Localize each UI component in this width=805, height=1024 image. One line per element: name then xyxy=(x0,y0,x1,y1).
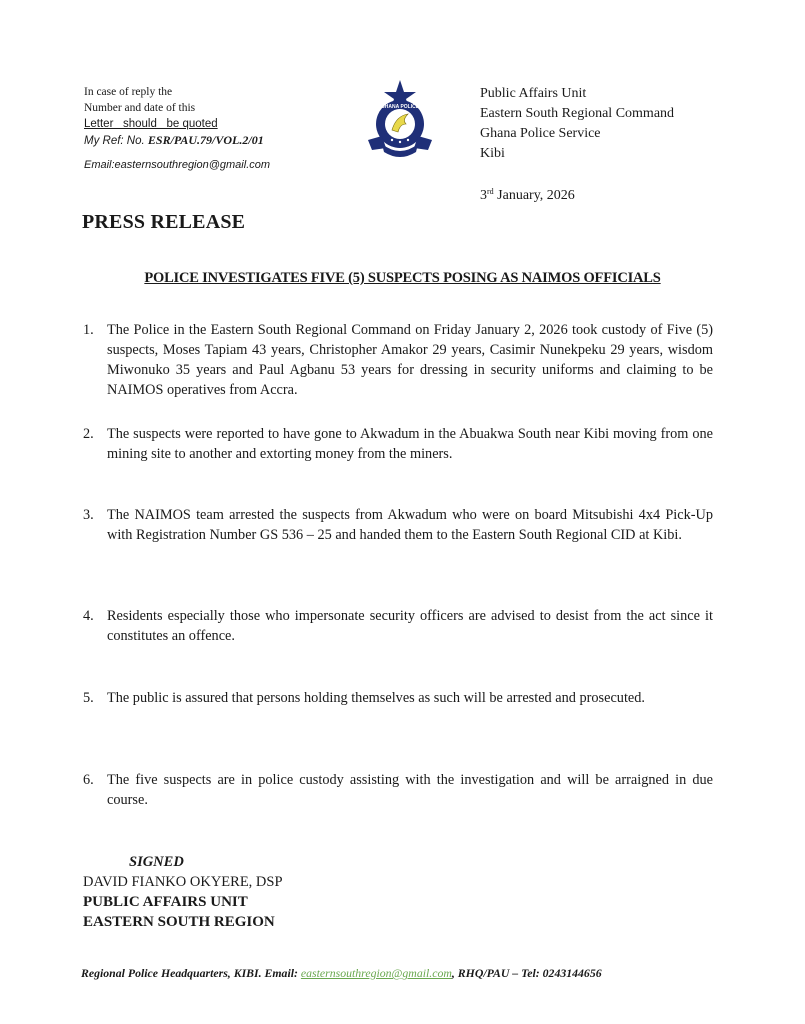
headline: POLICE INVESTIGATES FIVE (5) SUSPECTS POSING AS NAIMOS OFFICIALS xyxy=(144,270,661,286)
reference-prefix: My Ref: No. xyxy=(84,135,148,147)
paragraph-number: 3. xyxy=(83,507,94,523)
paragraph-text: The public is assured that persons holding themselves as such will be arrested and prosecuted. xyxy=(107,690,645,706)
signatory-region: EASTERN SOUTH REGION xyxy=(83,914,275,930)
date-day: 3 xyxy=(480,188,487,203)
address-line-3: Ghana Police Service xyxy=(480,126,601,141)
paragraph-2 xyxy=(83,424,713,464)
paragraph-1 xyxy=(83,320,713,400)
reply-note-line-3: Letter should be quoted xyxy=(84,118,218,130)
signatory-name: DAVID FIANKO OKYERE, DSP xyxy=(83,874,283,890)
paragraph-text: Residents especially those who impersonate security officers are advised to desist from the act since it constitutes an offence. xyxy=(107,608,713,644)
paragraph-number: 4. xyxy=(83,608,94,624)
paragraph-number: 6. xyxy=(83,772,94,788)
address-line-1: Public Affairs Unit xyxy=(480,86,587,101)
paragraph-6 xyxy=(83,770,713,810)
header-email: Email:easternsouthregion@gmail.com xyxy=(84,159,271,171)
footer-suffix: , RHQ/PAU – Tel: 0243144656 xyxy=(451,966,602,980)
paragraph-4 xyxy=(83,606,713,646)
signatory-unit: PUBLIC AFFAIRS UNIT xyxy=(83,894,248,910)
signed-label: SIGNED xyxy=(129,854,184,870)
date-suffix: rd xyxy=(487,187,494,196)
document-title: PRESS RELEASE xyxy=(82,211,246,233)
reference-number xyxy=(84,132,364,149)
reply-note-line-1: In case of reply the xyxy=(84,86,173,98)
paragraph-text: The Police in the Eastern South Regional Command on Friday January 2, 2026 took custody of Five (5) suspects, Moses Tapiam 43 years, Christopher Amakor 29 years, Casimir Nunekpeku 29 years, wisdom Miwonuko 35 years and Paul Agbanu 53 years for dressing in security uniforms and claiming to be NAIMOS operatives from Accra. xyxy=(107,322,713,398)
sender-address-block xyxy=(480,84,780,206)
reply-note-line-2: Number and date of this xyxy=(84,102,196,114)
paragraph-text: The NAIMOS team arrested the suspects from Akwadum who were on board Mitsubishi 4x4 Pick-Up with Registration Number GS 536 – 25 and handed them to the Eastern South Regional CID at Kibi. xyxy=(107,507,713,543)
paragraph-number: 2. xyxy=(83,426,94,442)
address-line-4: Kibi xyxy=(480,146,505,161)
paragraph-5 xyxy=(83,688,713,708)
date-rest: January, 2026 xyxy=(493,188,575,203)
reply-reference-block xyxy=(84,84,364,173)
paragraph-number: 1. xyxy=(83,322,94,338)
paragraph-text: The five suspects are in police custody assisting with the investigation and will be arraigned in due course. xyxy=(107,772,713,808)
address-line-2: Eastern South Regional Command xyxy=(480,106,675,121)
reference-value: ESR/PAU.79/VOL.2/01 xyxy=(147,133,264,147)
paragraph-number: 5. xyxy=(83,690,94,706)
ghana-police-crest-icon xyxy=(362,78,438,160)
footer-prefix: Regional Police Headquarters, KIBI. Email: xyxy=(81,966,301,980)
signature-block xyxy=(83,852,283,932)
paragraph-text: The suspects were reported to have gone to Akwadum in the Abuakwa South near Kibi moving from one mining site to another and extorting money from the miners. xyxy=(107,426,713,462)
document-date xyxy=(480,186,780,206)
footer xyxy=(81,966,731,981)
paragraph-3 xyxy=(83,505,713,545)
footer-email-link[interactable]: easternsouthregion@gmail.com xyxy=(300,966,452,980)
crest-text: GHANA POLICE xyxy=(380,104,420,110)
